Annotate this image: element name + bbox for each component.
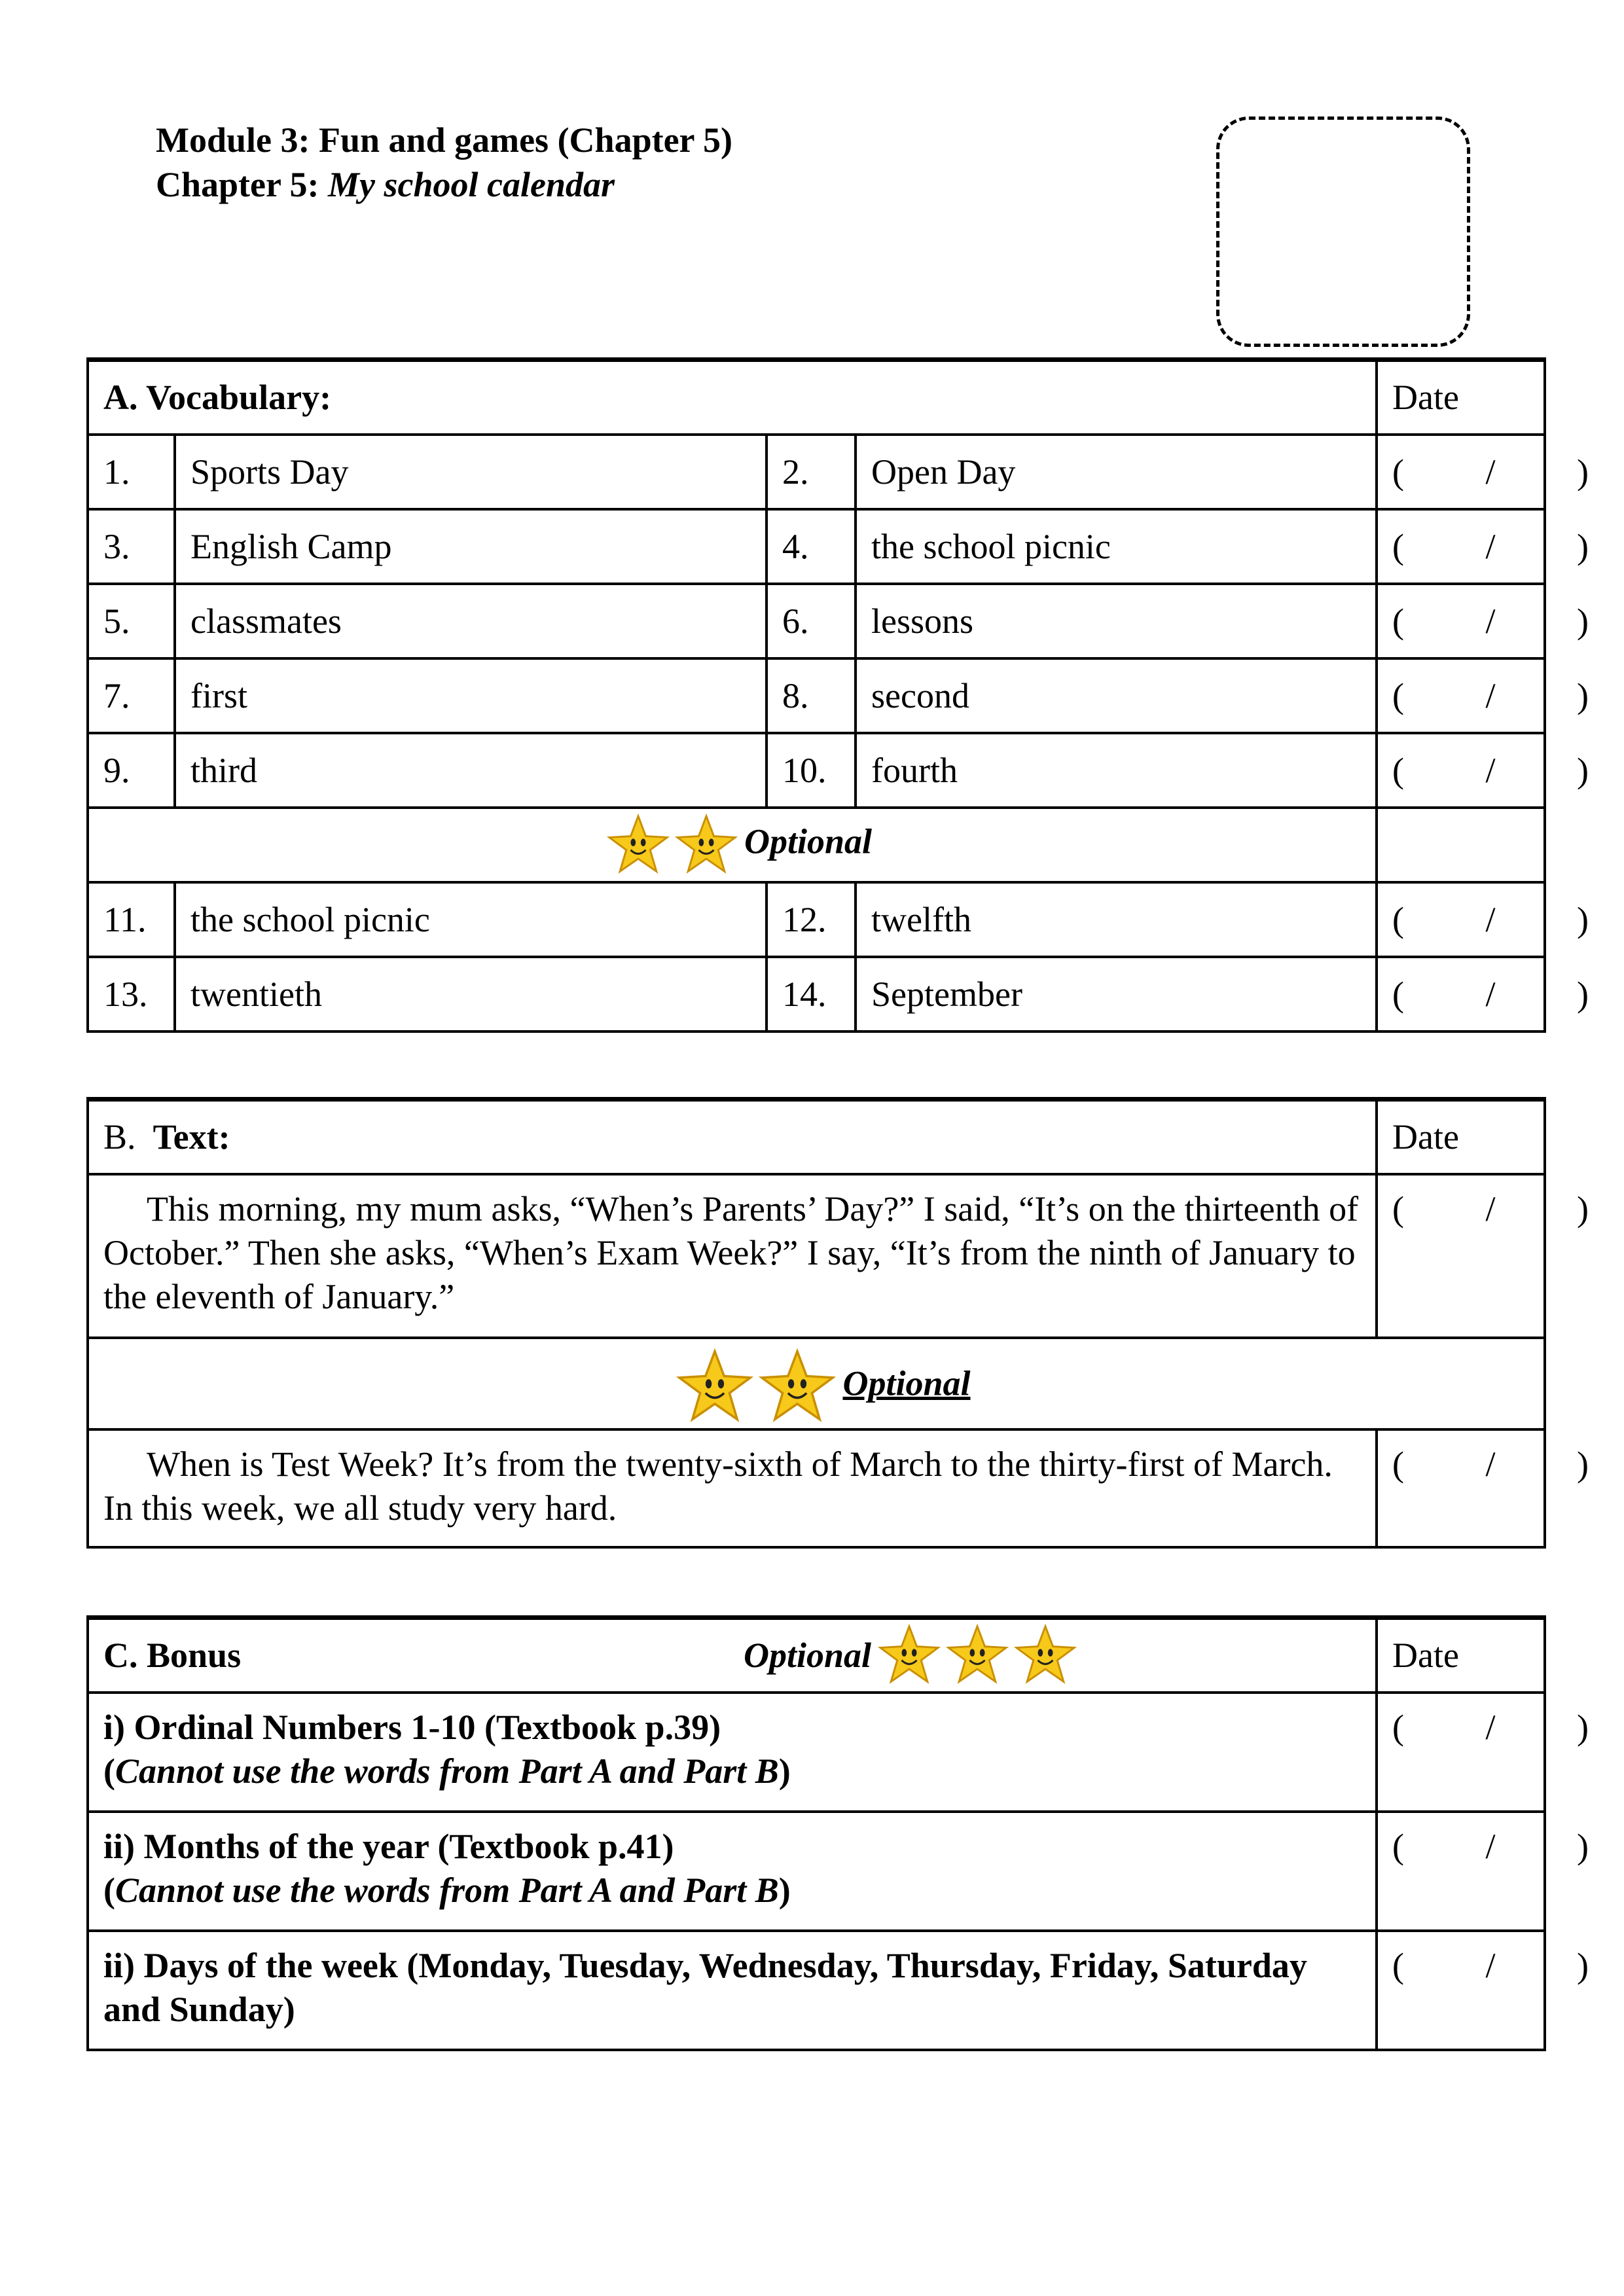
vocab-word: fourth	[856, 733, 1377, 808]
vocab-word: third	[175, 733, 767, 808]
optional-banner	[88, 808, 1377, 882]
date-field[interactable]: ( / )	[1377, 733, 1545, 808]
item-number: 11.	[88, 882, 175, 957]
star-icon	[676, 1348, 753, 1426]
section-b-title	[88, 1100, 1377, 1174]
date-field[interactable]: ( / )	[1377, 658, 1545, 733]
vocab-word: first	[175, 658, 767, 733]
optional-group	[744, 1620, 1083, 1691]
vocab-word: second	[856, 658, 1377, 733]
bonus-task: ii) Days of the week (Monday, Tuesday, Wednesday, Thursday, Friday, Saturday and Sunday)	[88, 1931, 1377, 2050]
optional-passage: When is Test Week? It’s from the twenty-sixth of March to the thirty-first of March. In this week, we all study very hard.	[88, 1429, 1377, 1547]
star-icon	[946, 1624, 1009, 1687]
date-field[interactable]: ( / )	[1377, 882, 1545, 957]
vocab-word: lessons	[856, 584, 1377, 658]
item-number: 13.	[88, 957, 175, 1031]
date-field[interactable]: ( / )	[1377, 1429, 1545, 1547]
item-number: 14.	[767, 957, 856, 1031]
item-number: 10.	[767, 733, 856, 808]
vocab-word: the school picnic	[856, 509, 1377, 584]
vocab-row	[88, 957, 1545, 1031]
date-header: Date	[1377, 1618, 1545, 1693]
item-number: 9.	[88, 733, 175, 808]
optional-label: Optional	[744, 1636, 872, 1676]
date-field[interactable]: ( / )	[1377, 584, 1545, 658]
optional-label: Optional	[744, 821, 873, 861]
vocab-word: classmates	[175, 584, 767, 658]
vocabulary-table	[86, 357, 1589, 1033]
date-field[interactable]: ( / )	[1377, 509, 1545, 584]
item-number: 1.	[88, 435, 175, 509]
reading-passage: This morning, my mum asks, “When’s Parents’ Day?” I said, “It’s on the thirteenth of October.” Then she asks, “When’s Exam Week?” I say, “It’s from the ninth of January to the eleventh of January.”	[88, 1174, 1377, 1338]
empty-date-cell	[1377, 808, 1545, 882]
item-number: 6.	[767, 584, 856, 658]
date-field[interactable]: ( / )	[1377, 1931, 1545, 2050]
vocab-row	[88, 435, 1545, 509]
item-number: 4.	[767, 509, 856, 584]
bonus-row	[88, 1693, 1545, 1812]
star-icon	[675, 814, 738, 876]
item-number: 5.	[88, 584, 175, 658]
bonus-task: ii) Months of the year (Textbook p.41) (Cannot use the words from Part A and Part B)	[88, 1812, 1377, 1931]
chapter-title	[156, 162, 732, 207]
vocab-word: the school picnic	[175, 882, 767, 957]
chapter-prefix: Chapter 5:	[156, 165, 328, 204]
vocab-word: Open Day	[856, 435, 1377, 509]
vocab-row	[88, 509, 1545, 584]
section-b-name: Text:	[153, 1117, 230, 1157]
bonus-task: i) Ordinal Numbers 1-10 (Textbook p.39) (Cannot use the words from Part A and Part B)	[88, 1693, 1377, 1812]
section-b-letter: B.	[103, 1117, 136, 1157]
vocab-word: twentieth	[175, 957, 767, 1031]
vocab-word: September	[856, 957, 1377, 1031]
worksheet-header	[156, 118, 732, 207]
text-table	[86, 1097, 1589, 1549]
stamp-box	[1216, 117, 1470, 347]
stars-icon-group	[878, 1624, 1077, 1687]
chapter-name: My school calendar	[328, 165, 615, 204]
section-c-header	[88, 1618, 1377, 1693]
vocab-word: twelfth	[856, 882, 1377, 957]
bonus-row	[88, 1931, 1545, 2050]
item-number: 8.	[767, 658, 856, 733]
vocab-row	[88, 882, 1545, 957]
date-field[interactable]: ( / )	[1377, 1174, 1545, 1338]
date-field[interactable]: ( / )	[1377, 1812, 1545, 1931]
vocab-row	[88, 658, 1545, 733]
date-field[interactable]: ( / )	[1377, 1693, 1545, 1812]
date-field[interactable]: ( / )	[1377, 957, 1545, 1031]
date-header: Date	[1377, 360, 1545, 435]
star-icon	[607, 814, 670, 876]
star-icon	[759, 1348, 836, 1426]
item-number: 3.	[88, 509, 175, 584]
item-number: 7.	[88, 658, 175, 733]
date-header: Date	[1377, 1100, 1545, 1174]
section-a-title: A. Vocabulary:	[88, 360, 1377, 435]
module-title: Module 3: Fun and games (Chapter 5)	[156, 120, 733, 160]
vocab-row	[88, 584, 1545, 658]
optional-label: Optional	[842, 1363, 971, 1403]
bonus-table	[86, 1615, 1589, 2051]
vocab-word: English Camp	[175, 509, 767, 584]
section-c-title: C. Bonus	[103, 1636, 242, 1676]
star-icon	[878, 1624, 941, 1687]
stars-icon-group	[676, 1348, 836, 1426]
date-field[interactable]: ( / )	[1377, 435, 1545, 509]
bonus-row	[88, 1812, 1545, 1931]
optional-banner	[88, 1338, 1545, 1429]
stars-icon-group	[607, 814, 738, 876]
vocab-word: Sports Day	[175, 435, 767, 509]
vocab-row	[88, 733, 1545, 808]
star-icon	[1014, 1624, 1077, 1687]
item-number: 2.	[767, 435, 856, 509]
item-number: 12.	[767, 882, 856, 957]
